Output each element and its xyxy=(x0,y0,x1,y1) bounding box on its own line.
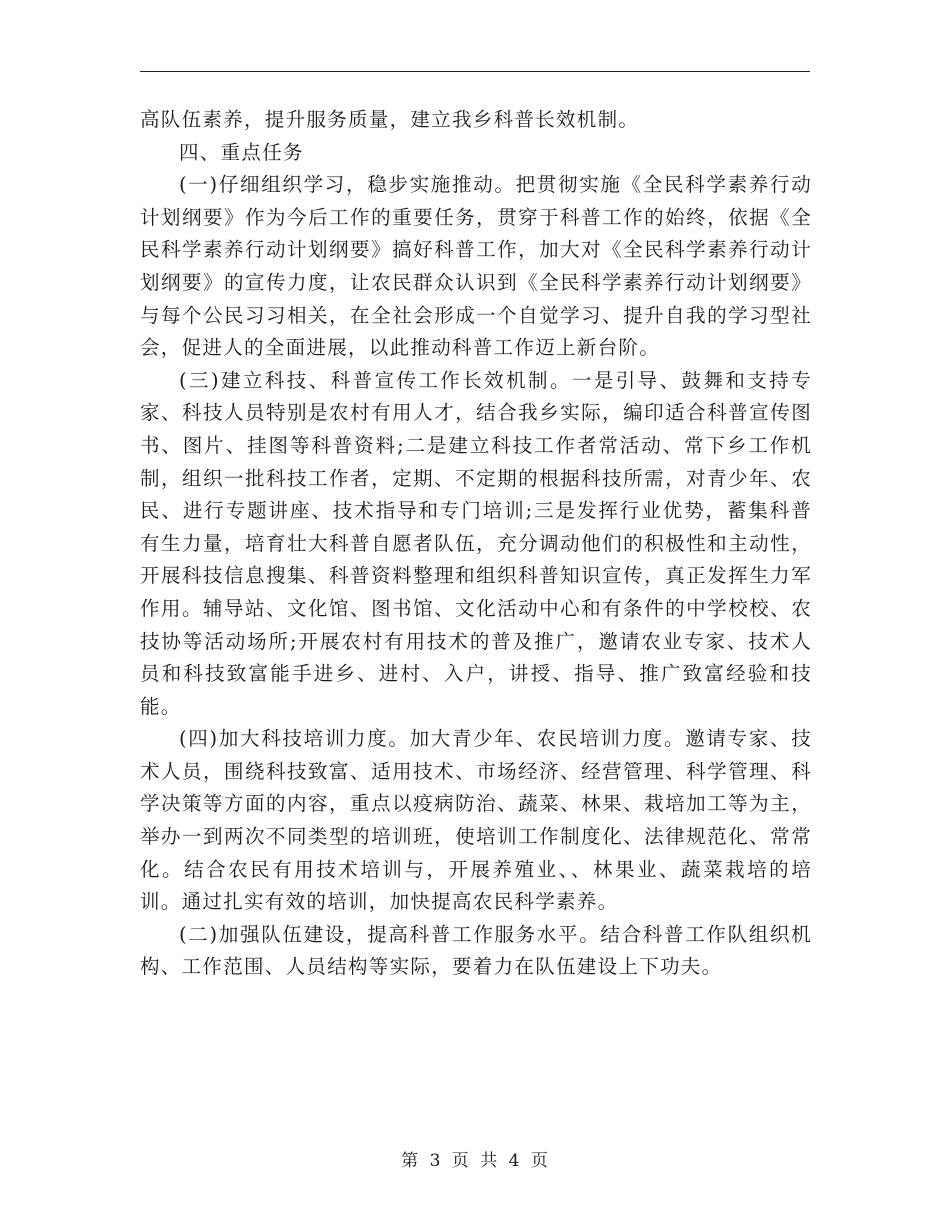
paragraph-task-1: (一)仔细组织学习，稳步实施推动。把贯彻实施《全民科学素养行动计划纲要》作为今后工作的重要任务，贯穿于科普工作的始终，依据《全民科学素养行动计划纲要》搞好科普工作，加大对《全民科学素养行动计划纲要》的宣传力度，让农民群众认识到《全民科学素养行动计划纲要》与每个公民习习相关，在全社会形成一个自觉学习、提升自我的学习型社会，促进人的全面进展，以此推动科普工作迈上新台阶。 xyxy=(140,173,812,360)
paragraph-task-2: (二)加强队伍建设，提高科普工作服务水平。结合科普工作队组织机构、工作范围、人员结构等实际，要着力在队伍建设上下功夫。 xyxy=(140,922,812,979)
paragraph-task-4: (四)加大科技培训力度。加大青少年、农民培训力度。邀请专家、技术人员，围绕科技致富、适用技术、市场经济、经营管理、科学管理、科学决策等方面的内容，重点以疫病防治、蔬菜、林果、栽培加工等为主，举办一到两次不同类型的培训班，使培训工作制度化、法律规范化、常常化。结合农民有用技术培训与，开展养殖业、、林果业、蔬菜栽培的培训。通过扎实有效的培训，加快提高农民科学素养。 xyxy=(140,727,812,914)
paragraph-task-3: (三)建立科技、科普宣传工作长效机制。一是引导、鼓舞和支持专家、科技人员特别是农村有用人才，结合我乡实际，编印适合科普宣传图书、图片、挂图等科普资料;二是建立科技工作者常活动、常下乡工作机制，组织一批科技工作者，定期、不定期的根据科技所需，对青少年、农民、进行专题讲座、技术指导和专门培训;三是发挥行业优势，蓄集科普有生力量，培育壮大科普自愿者队伍，充分调动他们的积极性和主动性，开展科技信息搜集、科普资料整理和组织科普知识宣传，真正发挥生力军作用。辅导站、文化馆、图书馆、文化活动中心和有条件的中学校校、农技协等活动场所;开展农村有用技术的普及推广，邀请农业专家、技术人员和科技致富能手进乡、进村、入户，讲授、指导、推广致富经验和技能。 xyxy=(140,368,812,718)
page-number-footer: 第 3 页 共 4 页 xyxy=(401,1151,549,1171)
header-rule xyxy=(140,71,810,72)
document-body xyxy=(140,104,812,984)
section-heading: 四、重点任务 xyxy=(179,140,304,164)
paragraph-continuation: 高队伍素养，提升服务质量，建立我乡科普长效机制。 xyxy=(140,108,640,131)
